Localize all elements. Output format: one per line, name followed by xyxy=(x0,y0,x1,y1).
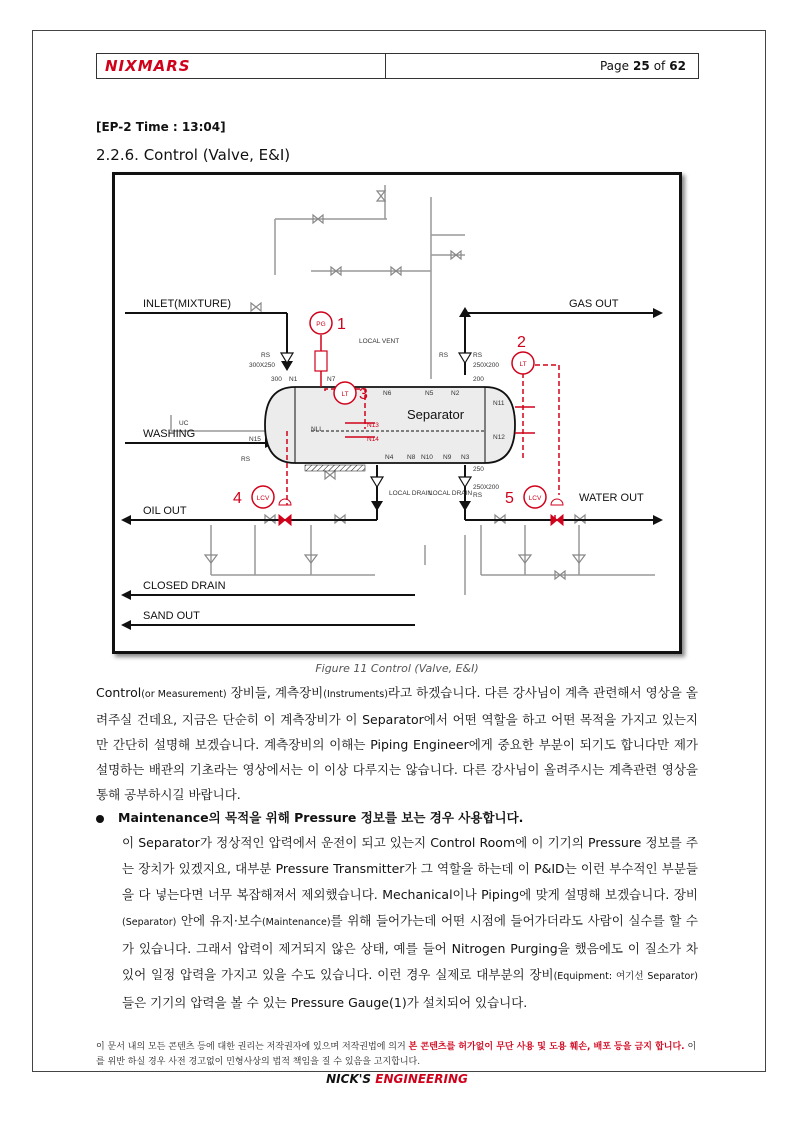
bullet-dot xyxy=(96,815,104,823)
page-header xyxy=(96,53,699,79)
size-300: 300 xyxy=(271,376,282,383)
local-drain-label-2: LOCAL DRAIN xyxy=(429,490,473,497)
bullet-text: Maintenance의 목적을 위해 Pressure 정보를 보는 경우 사용합니다. xyxy=(118,810,524,825)
footer-nicks: NICK'S xyxy=(326,1072,372,1086)
p1-e: 라고 하겠습니다. 다른 강사님이 계측 관련해서 영상을 올려주실 건데요, 지금은 단순히 이 계측장비가 이 Separator에서 어떤 역할을 하고 어떤 목적을 가지고 있는지만 간단히 설명해 보겠습니다. 계측장비의 이해는 Piping Engineer에게 중요한 부분이 되기도 합니다만 제가 설명하는 배관의 기초라는 영상에서는 이 이상 다루지는 않습니다. 다른 강사님이 올려주시는 계측관련 영상을 통해 공부하시길 바랍니다. xyxy=(96,685,698,802)
rs-label-2: RS xyxy=(473,352,483,359)
bullet-maintenance xyxy=(96,805,698,830)
p2-f: (Equipment: 여기선 Separator) xyxy=(553,971,698,982)
n14-label: N14 xyxy=(367,436,379,443)
n1-label: N1 xyxy=(289,376,298,383)
logo-mars: MARS xyxy=(137,57,191,75)
rs-label-3: RS xyxy=(439,352,449,359)
level-transmitter-3 xyxy=(334,382,368,404)
page-of: of xyxy=(653,59,666,73)
p1-d: (Instruments) xyxy=(323,689,388,700)
size-250x200-1: 250X200 xyxy=(473,362,500,369)
tag-3: 3 xyxy=(359,386,368,403)
page-current: 25 xyxy=(633,59,650,73)
n6-label: N6 xyxy=(383,390,392,397)
process-lines xyxy=(125,313,655,625)
sand-out-label: SAND OUT xyxy=(143,610,200,622)
rs-label-4: RS xyxy=(241,456,251,463)
tag-5: 5 xyxy=(505,490,514,507)
n15-label: N15 xyxy=(249,436,261,443)
p2-c: 안에 유지·보수 xyxy=(176,913,262,928)
copyright-notice xyxy=(96,1040,698,1070)
n12-label: N12 xyxy=(493,434,505,441)
legal-a: 이 문서 내의 모든 콘텐츠 등에 대한 권리는 저작권자에 있으며 저작권법에 의거 xyxy=(96,1042,409,1052)
lt-label-2: LT xyxy=(519,361,527,368)
size-250: 250 xyxy=(473,466,484,473)
local-drain-label-1: LOCAL DRAIN xyxy=(389,490,433,497)
p1-c: 장비들, 계측장비 xyxy=(226,685,324,700)
p2-e: 를 위해 들어가는데 어떤 시점에 들어가더라도 사람이 실수를 할 수가 있습니다. 그래서 압력이 제거되지 않은 상태, 예를 들어 Nitrogen Purging을 했음에도 이 질소가 차 있어 일정 압력을 가지고 있을 수도 있습니다. 이런 경우 실제로 대부분의 장비 xyxy=(122,913,698,982)
p1-a: Control xyxy=(96,685,142,700)
intro-paragraph xyxy=(96,680,698,807)
pressure-gauge xyxy=(310,312,346,371)
footer-engineering: ENGINEERING xyxy=(375,1072,468,1086)
inlet-label: INLET(MIXTURE) xyxy=(143,298,231,310)
p2-d: (Maintenance) xyxy=(261,917,331,928)
tag-2: 2 xyxy=(517,334,526,351)
local-vent-label: LOCAL VENT xyxy=(359,338,400,345)
tag-1: 1 xyxy=(337,316,346,333)
gas-out-label: GAS OUT xyxy=(569,298,619,310)
nixmars-logo xyxy=(97,54,386,78)
n9-label: N9 xyxy=(443,454,452,461)
timecode: [EP-2 Time : 13:04] xyxy=(96,120,226,134)
p1-b: (or Measurement) xyxy=(141,689,227,700)
size-300x250: 300X250 xyxy=(249,362,276,369)
separator-label: Separator xyxy=(407,407,465,422)
pid-diagram xyxy=(112,172,682,654)
n4-label: N4 xyxy=(385,454,394,461)
level-transmitter-2 xyxy=(512,334,534,374)
footer-logo xyxy=(0,1072,794,1086)
size-200: 200 xyxy=(473,376,484,383)
n13-label: N13 xyxy=(367,422,379,429)
n3-label: N3 xyxy=(461,454,470,461)
page-word: Page xyxy=(599,59,630,73)
figure-caption: Figure 11 Control (Valve, E&I) xyxy=(315,662,479,675)
rs-label-1: RS xyxy=(261,352,271,359)
lcv-label-5: LCV xyxy=(528,495,542,502)
legal-c: 이를 위반 하실 경우 사전 경고없이 민형사상의 법적 책임을 질 수 있음을 고지합니다. xyxy=(96,1042,697,1067)
p2-g: 들은 기기의 압력을 볼 수 있는 Pressure Gauge(1)가 설치되어 있습니다. xyxy=(122,995,528,1010)
lcv-label-4: LCV xyxy=(256,495,270,502)
washing-label: WASHING xyxy=(143,428,196,440)
nll-label: NLL xyxy=(311,426,323,433)
rs-label-5: RS xyxy=(473,492,483,499)
logo-nix: NIX xyxy=(105,57,138,75)
legal-b: 본 콘텐츠를 허가없이 무단 사용 및 도용 훼손, 배포 등을 금지 합니다. xyxy=(408,1042,685,1052)
page-number xyxy=(386,54,698,78)
n5-label: N5 xyxy=(425,390,434,397)
pg-label: PG xyxy=(316,321,326,328)
n7-label: N7 xyxy=(327,376,336,383)
closed-drain-label: CLOSED DRAIN xyxy=(143,580,226,592)
maintenance-paragraph xyxy=(122,830,698,1016)
uc-label: UC xyxy=(179,420,189,427)
page-total: 62 xyxy=(669,59,686,73)
lt-label-3: LT xyxy=(341,391,349,398)
n10-label: N10 xyxy=(421,454,433,461)
n2-label: N2 xyxy=(451,390,460,397)
oil-out-label: OIL OUT xyxy=(143,505,187,517)
size-250x200-2: 250X200 xyxy=(473,484,500,491)
water-out-label: WATER OUT xyxy=(579,492,644,504)
p2-b: (Separator) xyxy=(122,917,177,928)
tag-4: 4 xyxy=(233,490,242,507)
n8-label: N8 xyxy=(407,454,416,461)
section-title: 2.2.6. Control (Valve, E&I) xyxy=(96,146,291,164)
p2-a: 이 Separator가 정상적인 압력에서 운전이 되고 있는지 Control Room에 이 기기의 Pressure 정보를 주는 장치가 있겠지요, 대부분 Pressure Transmitter가 그 역할을 하는데 이 P&ID는 이런 부수적인 부분들을 다 넣는다면 너무 복잡해져서 제외했습니다. Mechanical이나 Piping에 맞게 설명해 보겠습니다. 장비 xyxy=(122,835,698,902)
n11-label: N11 xyxy=(493,400,505,407)
